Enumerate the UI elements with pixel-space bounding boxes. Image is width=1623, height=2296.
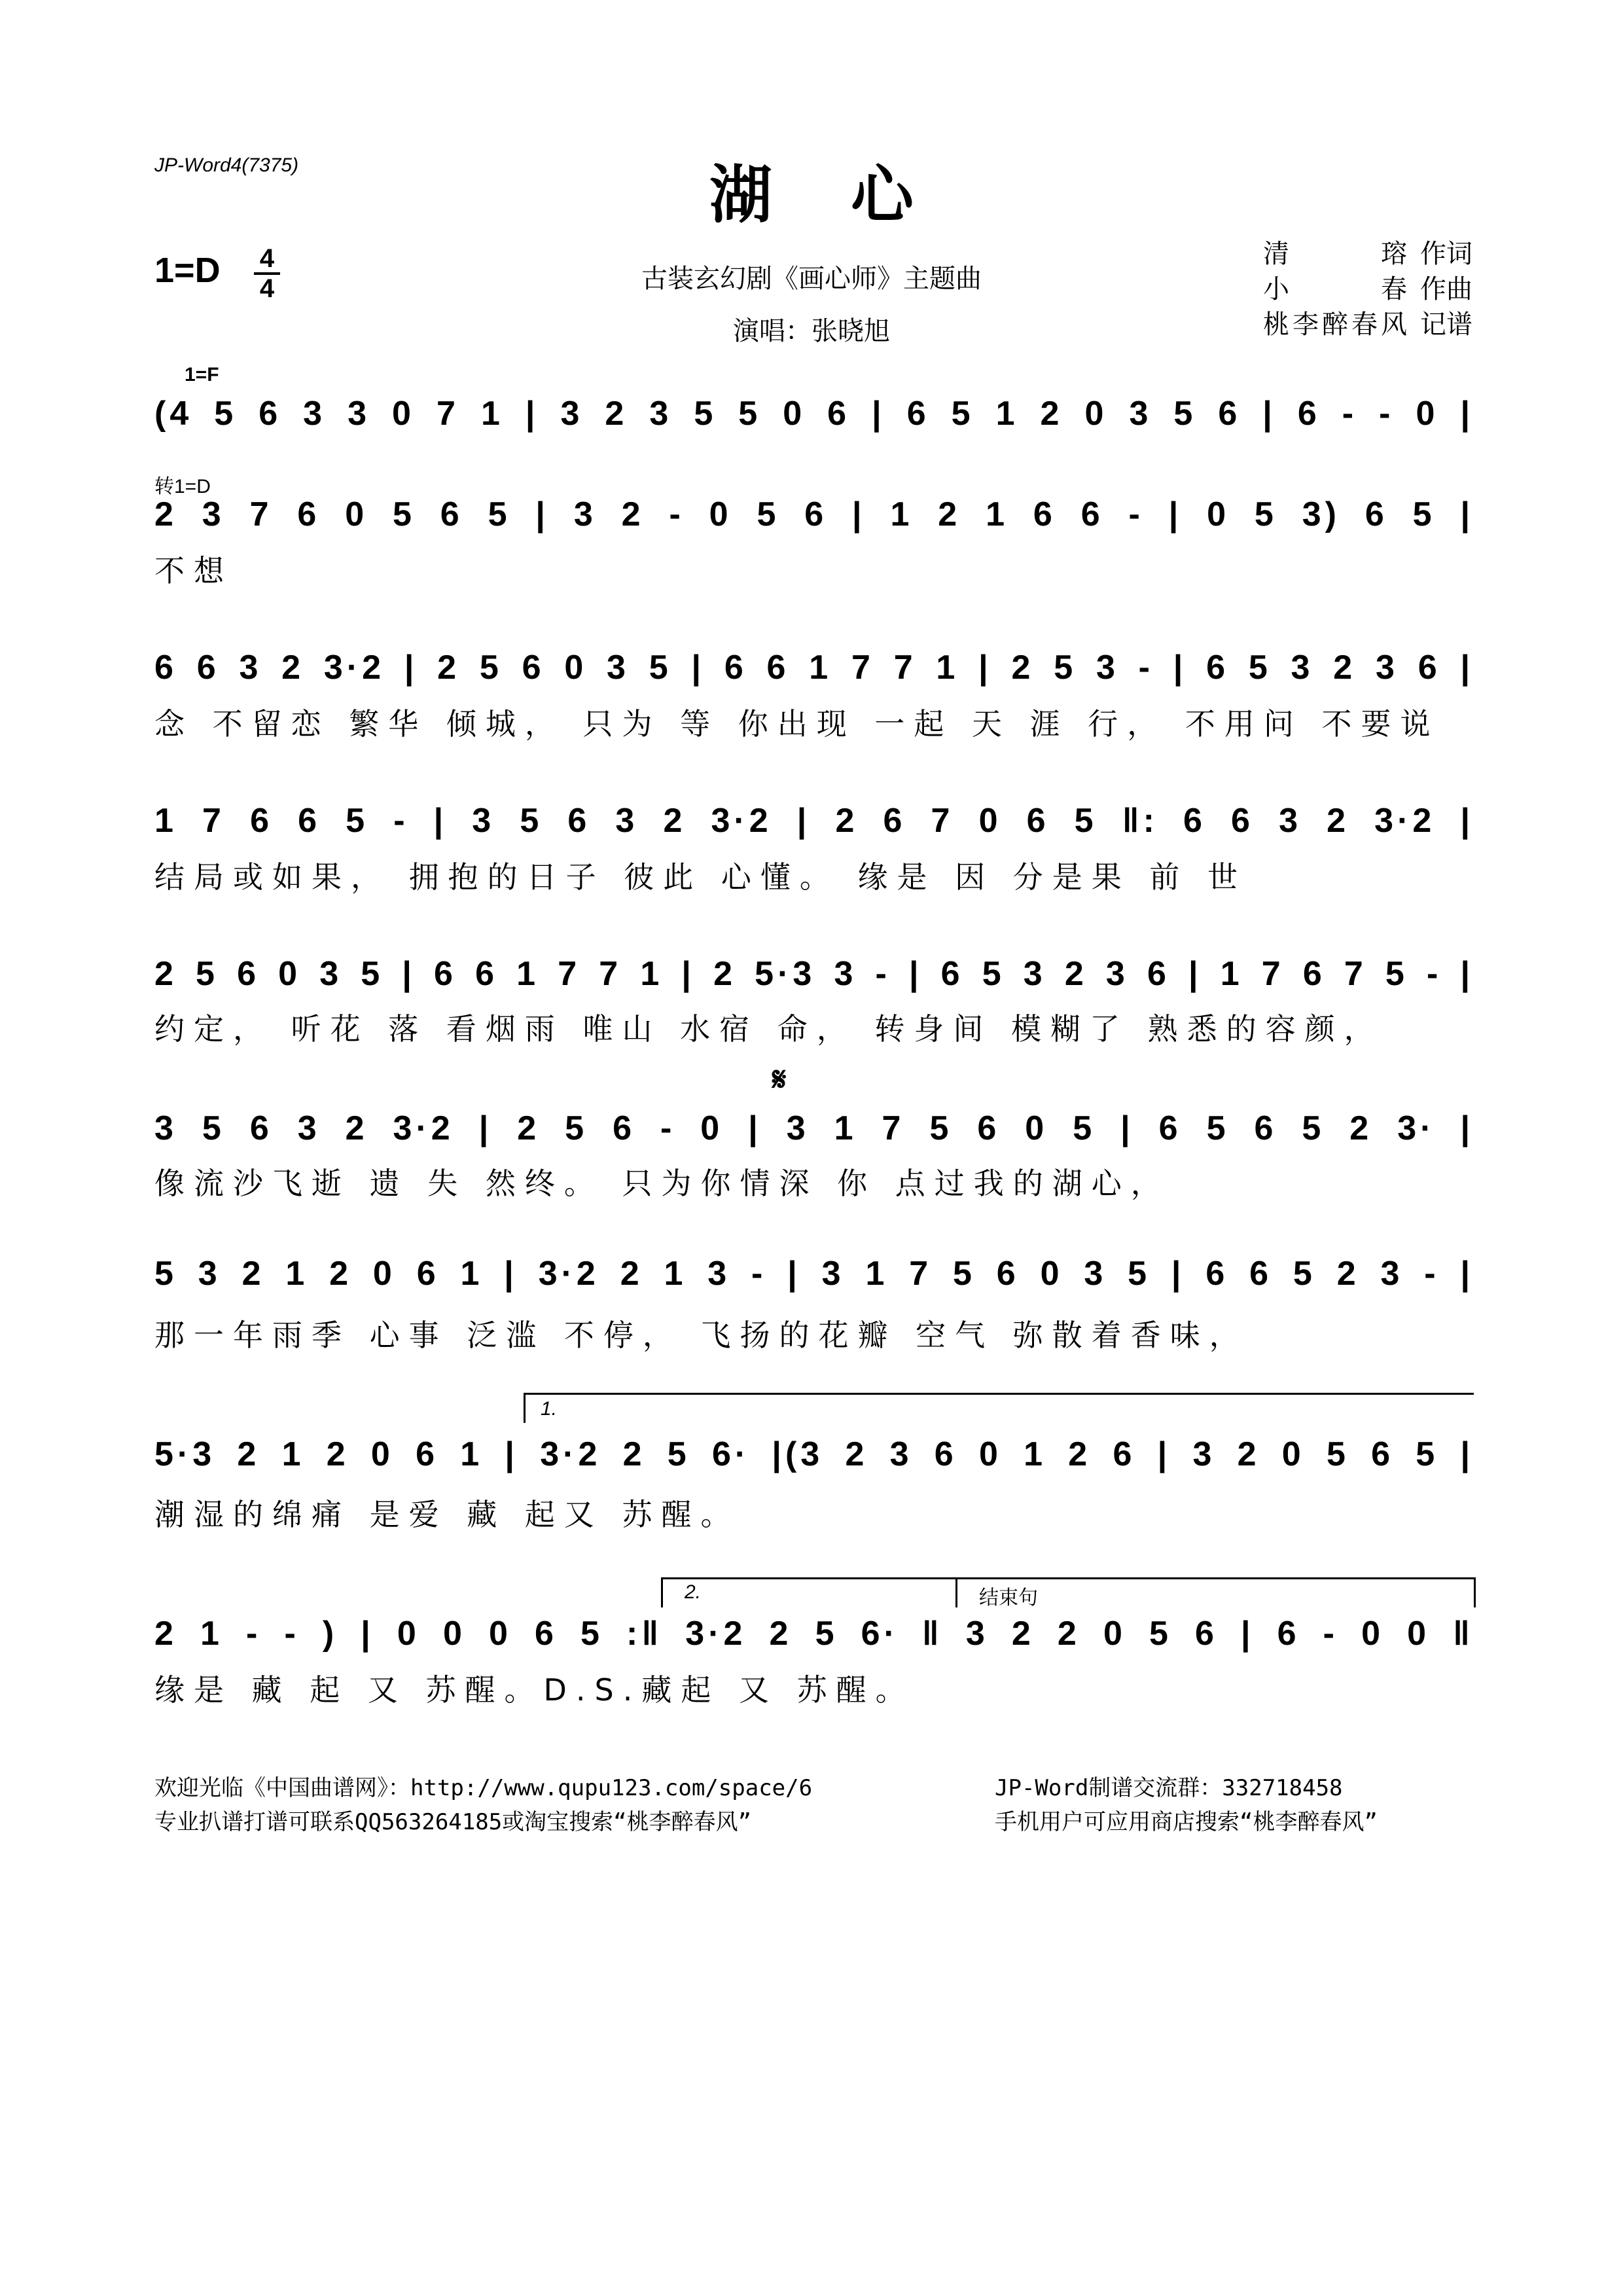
credit-name: 清 瑢: [1263, 239, 1407, 269]
volta-label-2: 2.: [685, 1581, 702, 1603]
song-title: 湖心: [709, 158, 992, 232]
key-change-mark: 转1=D: [154, 476, 211, 497]
lyrics-row-9: 缘是 藏 起 又 苏醒。D.S.藏起 又 苏醒。: [154, 1672, 915, 1708]
lyrics-row-2: 不想: [154, 553, 233, 588]
notation-row-2: 2 3 7 6 0 5 6 5 | 3 2 - 0 5 6 | 1 2 1 6 6 - | 0 5 3) 6 5 |: [154, 495, 1474, 533]
notation-row-9: 2 1 - - ) | 0 0 0 6 5 :‖ 3·2 2 5 6· ‖ 3 2 2 0 5 6 | 6 - 0 0 ‖: [154, 1615, 1474, 1653]
watermark: JP-Word4(7375): [154, 154, 299, 176]
time-denominator: 4: [259, 274, 275, 303]
key-signature: 1=D: [154, 251, 221, 290]
notation-row-3: 6 6 3 2 3·2 | 2 5 6 0 3 5 | 6 6 1 7 7 1 | 2 5 3 - | 6 5 3 2 3 6 |: [154, 649, 1474, 687]
notation-row-7: 5 3 2 1 2 0 6 1 | 3·2 2 1 3 - | 3 1 7 5 6 0 3 5 | 6 6 5 2 3 - |: [154, 1255, 1474, 1293]
footer-site-link: 欢迎光临《中国曲谱网》：http://www.qupu123.com/space/6: [154, 1775, 813, 1801]
time-numerator: 4: [259, 244, 275, 273]
volta-bracket-2: [661, 1577, 1474, 1579]
volta-tick: [1474, 1577, 1476, 1607]
credit-role: 作词: [1420, 239, 1472, 269]
footer-group: JP-Word制谱交流群：332718458: [995, 1775, 1343, 1801]
notation-row-1: (4 5 6 3 3 0 7 1 | 3 2 3 5 5 0 6 | 6 5 1 2 0 3 5 6 | 6 - - 0 |: [154, 395, 1474, 433]
credit-role: 记谱: [1420, 310, 1472, 340]
lyrics-row-8: 潮湿的绵痛 是爱 藏 起又 苏醒。: [154, 1497, 740, 1532]
credit-role: 作曲: [1420, 274, 1472, 304]
footer-app-search: 手机用户可应用商店搜索“桃李醉春风”: [995, 1809, 1378, 1835]
credit-composer: [1263, 268, 1472, 306]
volta-label-1: 1.: [541, 1398, 558, 1420]
notation-row-6: 3 5 6 3 2 3·2 | 2 5 6 - 0 | 3 1 7 5 6 0 5 | 6 5 6 5 2 3· |: [154, 1109, 1474, 1147]
ending-label: 结束句: [979, 1587, 1038, 1609]
lyrics-row-3: 念 不留恋 繁华 倾城， 只为 等 你出现 一起 天 涯 行， 不用问 不要说: [154, 706, 1440, 742]
volta-bracket-1: [524, 1393, 1474, 1395]
footer-contact: 专业扒谱打谱可联系QQ563264185或淘宝搜索“桃李醉春风”: [154, 1809, 752, 1835]
volta-tick: [955, 1577, 957, 1607]
volta-tick: [524, 1393, 526, 1423]
lyrics-row-6: 像流沙飞逝 遗 失 然终。 只为你情深 你 点过我的湖心，: [154, 1166, 1170, 1201]
lyrics-row-7: 那一年雨季 心事 泛滥 不停， 飞扬的花瓣 空气 弥散着香味，: [154, 1318, 1249, 1353]
credit-transcriber: [1263, 304, 1472, 341]
lyrics-row-5: 约定， 听花 落 看烟雨 唯山 水宿 命， 转身间 模糊了 熟悉的容颜，: [154, 1011, 1383, 1047]
credit-lyricist: [1263, 233, 1472, 270]
segno-sign: 𝄋: [772, 1060, 787, 1098]
key-change-mark: 1=F: [185, 364, 219, 386]
notation-row-8: 5·3 2 1 2 0 6 1 | 3·2 2 5 6· |(3 2 3 6 0 1 2 6 | 3 2 0 5 6 5 |: [154, 1435, 1474, 1473]
singer: 演唱：张晓旭: [733, 316, 890, 346]
volta-tick: [661, 1577, 663, 1607]
credit-name: 桃李醉春风: [1263, 310, 1407, 340]
subtitle: 古装玄幻剧《画心师》主题曲: [641, 264, 982, 294]
lyrics-row-4: 结局或如果， 拥抱的日子 彼此 心懂。 缘是 因 分是果 前 世: [154, 859, 1247, 895]
notation-row-4: 1 7 6 6 5 - | 3 5 6 3 2 3·2 | 2 6 7 0 6 5 ‖: 6 6 3 2 3·2 |: [154, 802, 1474, 840]
credit-name: 小 春: [1263, 274, 1407, 304]
notation-row-5: 2 5 6 0 3 5 | 6 6 1 7 7 1 | 2 5·3 3 - | 6 5 3 2 3 6 | 1 7 6 7 5 - |: [154, 955, 1474, 993]
